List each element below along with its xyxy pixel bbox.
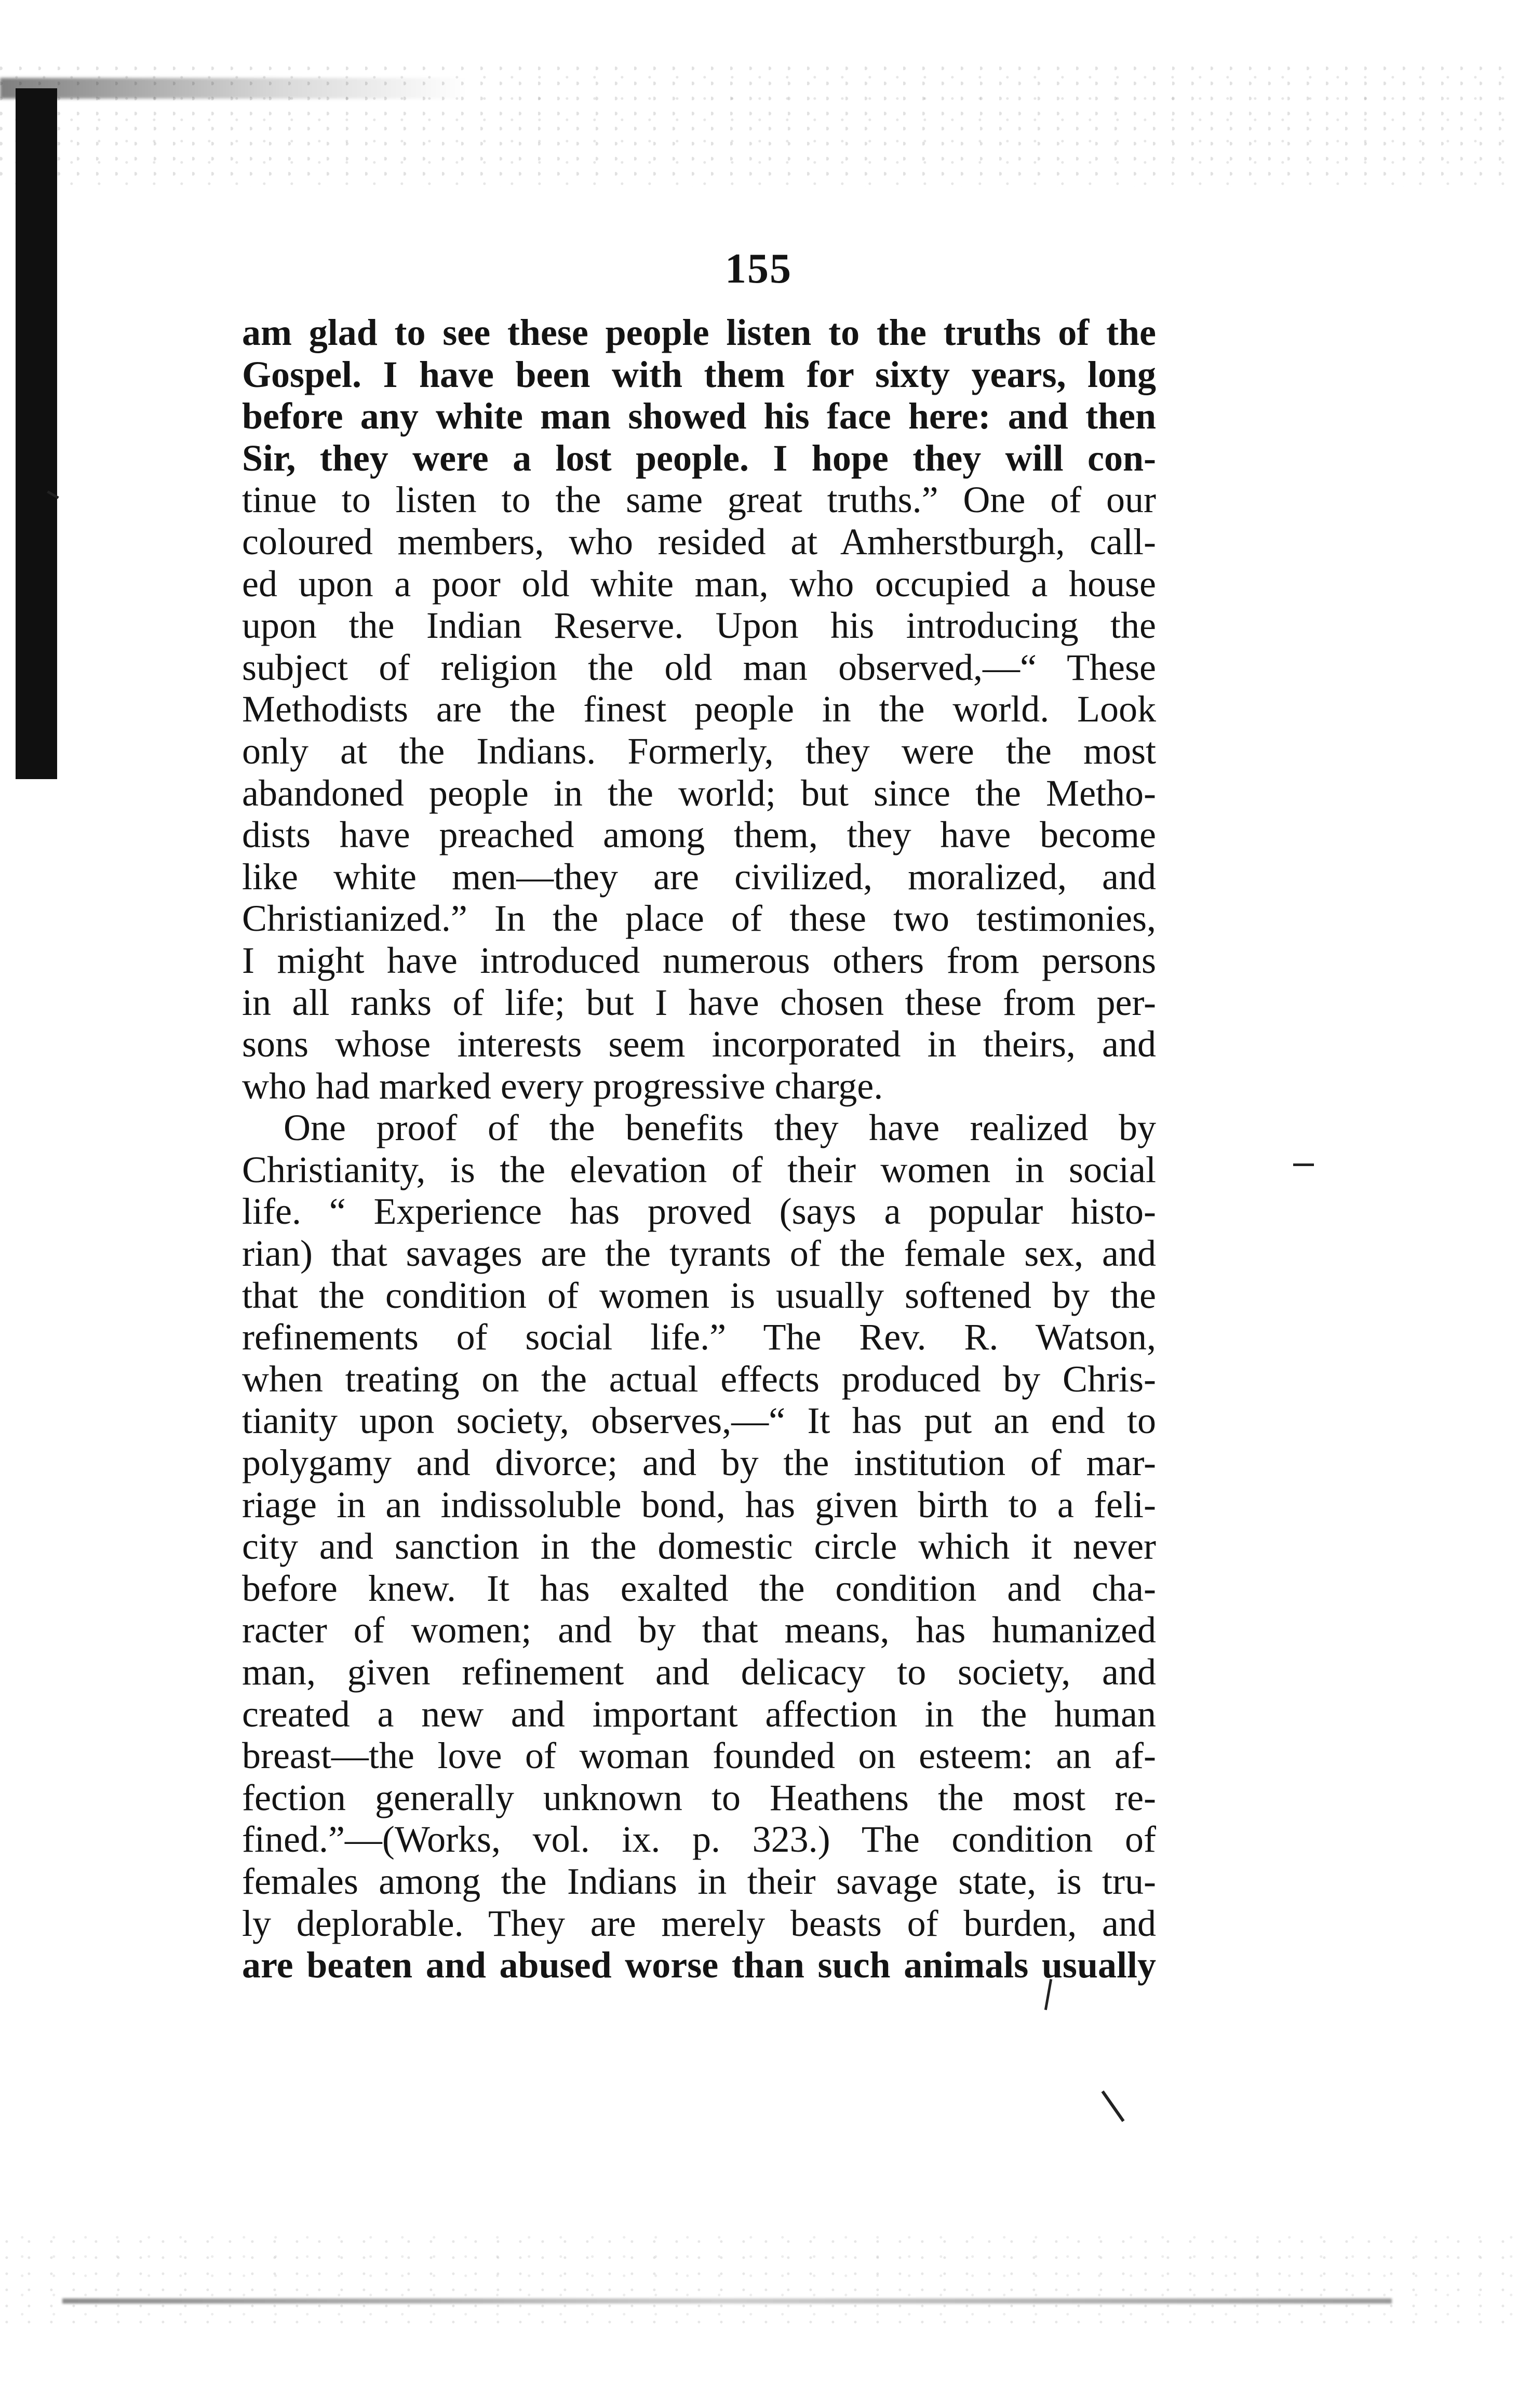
text-line: in all ranks of life; but I have chosen these from per- (242, 981, 1156, 1023)
text-line: subject of religion the old man observed,—“ These (242, 646, 1156, 688)
text-line: coloured members, who resided at Amherstburgh, call- (242, 520, 1156, 563)
text-line: Christianity, is the elevation of their women in social (242, 1148, 1156, 1190)
text-line: Sir, they were a lost people. I hope they will con- (242, 437, 1156, 479)
text-line: like white men—they are civilized, moralized, and (242, 855, 1156, 898)
text-line: racter of women; and by that means, has humanized (242, 1609, 1156, 1651)
text-line: polygamy and divorce; and by the institution of mar- (242, 1442, 1156, 1484)
text-line: One proof of the benefits they have realized by (284, 1107, 1156, 1149)
text-line: dists have preached among them, they have become (242, 814, 1156, 856)
scan-edge-top (0, 78, 467, 99)
text-line: fined.”—(Works, vol. ix. p. 323.) The condition of (242, 1818, 1156, 1861)
text-line: females among the Indians in their savage state, is tru- (242, 1860, 1156, 1902)
stray-mark-slash (1101, 2091, 1124, 2122)
binding-shadow-bar (16, 88, 57, 779)
text-line: man, given refinement and delicacy to society, and (242, 1651, 1156, 1693)
text-line: riage in an indissoluble bond, has given birth to a feli- (242, 1483, 1156, 1526)
text-line: who had marked every progressive charge. (242, 1065, 883, 1107)
text-line: Methodists are the finest people in the world. Look (242, 688, 1156, 730)
text-line: before knew. It has exalted the condition and cha- (242, 1567, 1156, 1609)
text-line: breast—the love of woman founded on esteem: an af- (242, 1735, 1156, 1777)
text-line: when treating on the actual effects produced by Chris- (242, 1358, 1156, 1400)
text-line: Christianized.” In the place of these two testimonies, (242, 898, 1156, 940)
text-line: are beaten and abused worse than such animals usually (242, 1944, 1156, 1986)
text-line: fection generally unknown to Heathens the most re- (242, 1776, 1156, 1818)
text-line: that the condition of women is usually softened by the (242, 1274, 1156, 1316)
text-line: upon the Indian Reserve. Upon his introducing the (242, 605, 1156, 647)
text-line: city and sanction in the domestic circle which it never (242, 1526, 1156, 1568)
text-line: am glad to see these people listen to the truths of the (242, 312, 1156, 353)
scan-noise-bottom (0, 2233, 1517, 2327)
text-line: created a new and important affection in the human (242, 1693, 1156, 1735)
text-line: ly deplorable. They are merely beasts of burden, and (242, 1902, 1156, 1944)
page-number: 155 (725, 245, 792, 292)
text-line: rian) that savages are the tyrants of the female sex, and (242, 1233, 1156, 1275)
text-line: Gospel. I have been with them for sixty years, long (242, 353, 1156, 395)
text-line: sons whose interests seem incorporated in theirs, and (242, 1023, 1156, 1065)
text-line: before any white man showed his face here: and then (242, 395, 1156, 437)
text-line: refinements of social life.” The Rev. R. Watson, (242, 1316, 1156, 1358)
text-line: ed upon a poor old white man, who occupied a house (242, 563, 1156, 605)
body-text (242, 312, 1156, 1986)
text-line: tinue to listen to the same great truths.” One of our (242, 479, 1156, 521)
text-line: tianity upon society, observes,—“ It has put an end to (242, 1400, 1156, 1442)
scan-edge-bottom (62, 2298, 1392, 2304)
text-line: life. “ Experience has proved (says a popular histo- (242, 1190, 1156, 1233)
text-line: abandoned people in the world; but since the Metho- (242, 772, 1156, 814)
text-line: I might have introduced numerous others from persons (242, 939, 1156, 981)
stray-mark-right-dash (1293, 1163, 1314, 1166)
text-line: only at the Indians. Formerly, they were the most (242, 730, 1156, 772)
